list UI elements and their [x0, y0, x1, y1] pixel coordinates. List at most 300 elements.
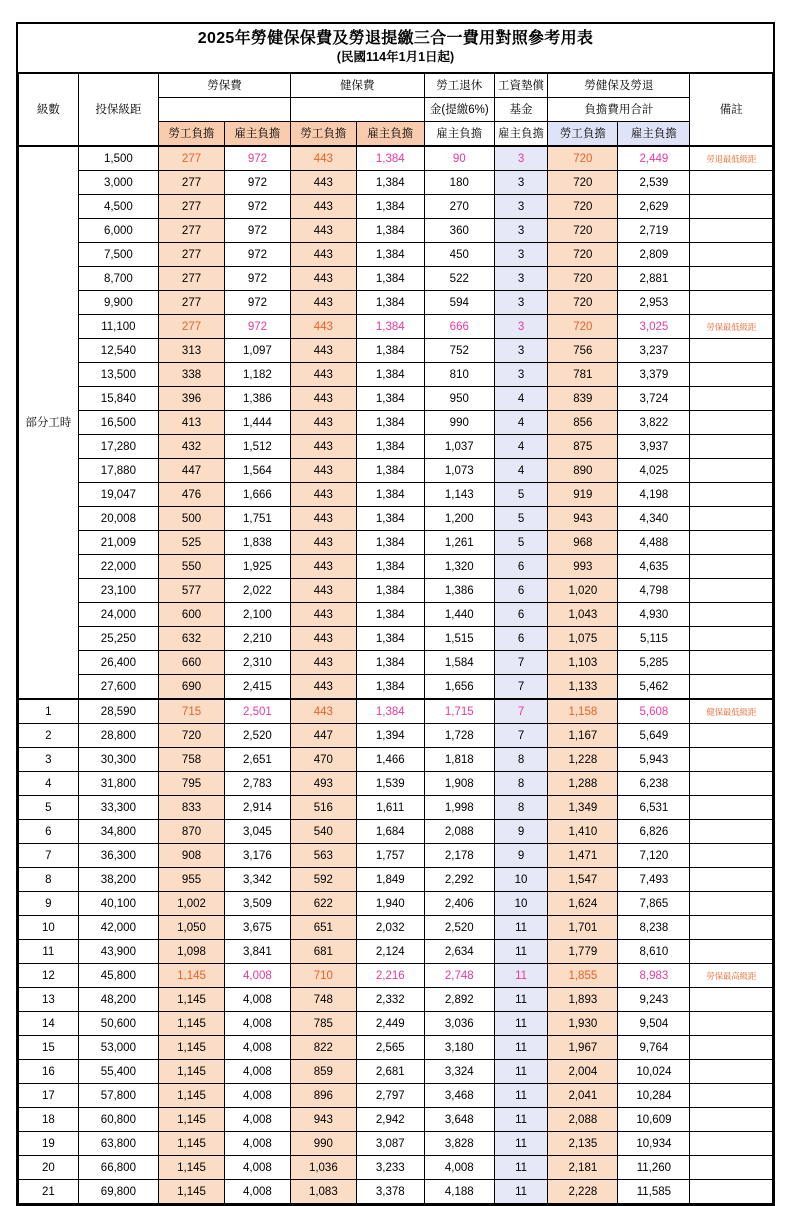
table-row [19, 1084, 773, 1108]
cell-total-employee: 875 [548, 435, 618, 459]
header-labor-pension: 勞工退休 [424, 73, 494, 98]
cell-total-employer: 5,608 [618, 699, 690, 724]
cell-health-insurance-employee: 493 [290, 772, 356, 796]
cell-bracket: 36,300 [78, 844, 158, 868]
cell-total-employee: 2,228 [548, 1180, 618, 1204]
cell-health-insurance-employee: 748 [290, 988, 356, 1012]
cell-health-insurance-employee: 443 [290, 555, 356, 579]
table-row [19, 1012, 773, 1036]
cell-health-insurance-employer: 2,032 [356, 916, 424, 940]
cell-health-insurance-employer: 2,565 [356, 1036, 424, 1060]
cell-labor-insurance-employee: 277 [159, 291, 225, 315]
cell-total-employee: 720 [548, 146, 618, 171]
cell-health-insurance-employee: 443 [290, 531, 356, 555]
table-row [19, 772, 773, 796]
cell-labor-pension-employer: 3,324 [424, 1060, 494, 1084]
header-health-insurance: 健保費 [290, 73, 424, 98]
cell-bracket: 16,500 [78, 411, 158, 435]
cell-total-employee: 1,855 [548, 964, 618, 988]
cell-bracket: 6,000 [78, 219, 158, 243]
cell-total-employer: 8,610 [618, 940, 690, 964]
cell-health-insurance-employer: 1,384 [356, 651, 424, 675]
cell-wage-arrears-employer: 11 [494, 916, 548, 940]
table-row [19, 459, 773, 483]
cell-labor-pension-employer: 990 [424, 411, 494, 435]
cell-labor-insurance-employee: 908 [159, 844, 225, 868]
cell-total-employer: 3,379 [618, 363, 690, 387]
cell-labor-insurance-employer: 1,097 [224, 339, 290, 363]
cell-labor-insurance-employee: 396 [159, 387, 225, 411]
table-row [19, 507, 773, 531]
cell-total-employer: 10,609 [618, 1108, 690, 1132]
cell-wage-arrears-employer: 11 [494, 1132, 548, 1156]
cell-total-employer: 8,238 [618, 916, 690, 940]
cell-grade: 2 [19, 724, 79, 748]
cell-labor-insurance-employer: 2,520 [224, 724, 290, 748]
table-row [19, 1060, 773, 1084]
cell-health-insurance-employee: 822 [290, 1036, 356, 1060]
cell-bracket: 42,000 [78, 916, 158, 940]
cell-total-employee: 1,020 [548, 579, 618, 603]
cell-total-employee: 1,410 [548, 820, 618, 844]
cell-labor-insurance-employee: 1,145 [159, 1012, 225, 1036]
cell-remark [690, 171, 773, 195]
cell-labor-insurance-employee: 660 [159, 651, 225, 675]
cell-health-insurance-employer: 1,384 [356, 243, 424, 267]
cell-labor-insurance-employee: 1,145 [159, 988, 225, 1012]
cell-labor-insurance-employer: 2,310 [224, 651, 290, 675]
cell-labor-insurance-employer: 972 [224, 219, 290, 243]
cell-total-employer: 5,649 [618, 724, 690, 748]
cell-bracket: 4,500 [78, 195, 158, 219]
cell-total-employer: 8,983 [618, 964, 690, 988]
table-row [19, 146, 773, 171]
cell-remark [690, 892, 773, 916]
cell-wage-arrears-employer: 3 [494, 267, 548, 291]
cell-wage-arrears-employer: 10 [494, 892, 548, 916]
cell-total-employee: 756 [548, 339, 618, 363]
cell-remark [690, 724, 773, 748]
cell-labor-insurance-employee: 1,145 [159, 1132, 225, 1156]
cell-labor-pension-employer: 270 [424, 195, 494, 219]
cell-health-insurance-employee: 443 [290, 243, 356, 267]
cell-remark [690, 1012, 773, 1036]
cell-health-insurance-employer: 1,384 [356, 627, 424, 651]
cell-grade: 20 [19, 1156, 79, 1180]
cell-bracket: 55,400 [78, 1060, 158, 1084]
header-combined: 勞健保及勞退 [548, 73, 690, 98]
cell-health-insurance-employee: 443 [290, 387, 356, 411]
cell-wage-arrears-employer: 8 [494, 796, 548, 820]
cell-bracket: 43,900 [78, 940, 158, 964]
cell-wage-arrears-employer: 7 [494, 699, 548, 724]
cell-health-insurance-employer: 1,757 [356, 844, 424, 868]
cell-total-employer: 4,488 [618, 531, 690, 555]
cell-health-insurance-employer: 1,384 [356, 171, 424, 195]
cell-wage-arrears-employer: 9 [494, 820, 548, 844]
cell-grade: 8 [19, 868, 79, 892]
cell-total-employer: 3,822 [618, 411, 690, 435]
cell-bracket: 60,800 [78, 1108, 158, 1132]
cell-wage-arrears-employer: 4 [494, 435, 548, 459]
cell-labor-insurance-employee: 277 [159, 315, 225, 339]
cell-labor-insurance-employee: 277 [159, 267, 225, 291]
cell-health-insurance-employee: 443 [290, 171, 356, 195]
table-row [19, 171, 773, 195]
cell-bracket: 27,600 [78, 675, 158, 700]
cell-remark [690, 1060, 773, 1084]
header-bracket: 投保級距 [78, 73, 158, 146]
cell-remark [690, 146, 773, 171]
cell-health-insurance-employer: 1,849 [356, 868, 424, 892]
cell-labor-insurance-employer: 2,022 [224, 579, 290, 603]
cell-labor-pension-employer: 4,008 [424, 1156, 494, 1180]
cell-labor-pension-employer: 2,406 [424, 892, 494, 916]
cell-bracket: 57,800 [78, 1084, 158, 1108]
cell-labor-insurance-employer: 1,564 [224, 459, 290, 483]
cell-labor-pension-employer: 950 [424, 387, 494, 411]
cell-grade: 14 [19, 1012, 79, 1036]
cell-labor-insurance-employee: 1,145 [159, 1108, 225, 1132]
cell-wage-arrears-employer: 4 [494, 411, 548, 435]
cell-health-insurance-employer: 1,384 [356, 603, 424, 627]
cell-total-employee: 856 [548, 411, 618, 435]
cell-total-employer: 4,635 [618, 555, 690, 579]
cell-remark [690, 627, 773, 651]
cell-wage-arrears-employer: 4 [494, 387, 548, 411]
cell-bracket: 48,200 [78, 988, 158, 1012]
cell-labor-insurance-employee: 1,145 [159, 1060, 225, 1084]
cell-health-insurance-employee: 563 [290, 844, 356, 868]
cell-bracket: 63,800 [78, 1132, 158, 1156]
cell-health-insurance-employer: 2,332 [356, 988, 424, 1012]
cell-wage-arrears-employer: 6 [494, 579, 548, 603]
cell-health-insurance-employer: 1,539 [356, 772, 424, 796]
cell-labor-pension-employer: 666 [424, 315, 494, 339]
cell-total-employee: 1,075 [548, 627, 618, 651]
cell-bracket: 53,000 [78, 1036, 158, 1060]
cell-total-employee: 720 [548, 315, 618, 339]
cell-grade: 4 [19, 772, 79, 796]
cell-labor-insurance-employee: 795 [159, 772, 225, 796]
cell-grade: 10 [19, 916, 79, 940]
cell-labor-insurance-employer: 1,666 [224, 483, 290, 507]
cell-total-employee: 1,893 [548, 988, 618, 1012]
cell-health-insurance-employee: 443 [290, 195, 356, 219]
cell-labor-insurance-employer: 4,008 [224, 1156, 290, 1180]
table-row [19, 243, 773, 267]
table-row [19, 1132, 773, 1156]
cell-health-insurance-employee: 1,036 [290, 1156, 356, 1180]
cell-total-employer: 4,025 [618, 459, 690, 483]
cell-wage-arrears-employer: 11 [494, 988, 548, 1012]
cell-bracket: 20,008 [78, 507, 158, 531]
header-total-employee: 勞工負擔 [548, 122, 618, 147]
title-cell [19, 24, 773, 73]
cell-total-employee: 943 [548, 507, 618, 531]
cell-remark [690, 507, 773, 531]
cell-bracket: 3,000 [78, 171, 158, 195]
cell-health-insurance-employer: 1,611 [356, 796, 424, 820]
cell-wage-arrears-employer: 3 [494, 146, 548, 171]
cell-remark [690, 483, 773, 507]
table-row [19, 483, 773, 507]
cell-remark [690, 555, 773, 579]
cell-remark [690, 1036, 773, 1060]
table-row [19, 531, 773, 555]
cell-health-insurance-employee: 443 [290, 435, 356, 459]
cell-total-employer: 4,798 [618, 579, 690, 603]
cell-bracket: 7,500 [78, 243, 158, 267]
cell-total-employee: 993 [548, 555, 618, 579]
cell-total-employer: 4,340 [618, 507, 690, 531]
cell-total-employer: 2,881 [618, 267, 690, 291]
cell-health-insurance-employer: 1,466 [356, 748, 424, 772]
cell-labor-insurance-employer: 3,841 [224, 940, 290, 964]
cell-health-insurance-employer: 2,681 [356, 1060, 424, 1084]
cell-labor-insurance-employee: 525 [159, 531, 225, 555]
cell-labor-pension-employer: 1,143 [424, 483, 494, 507]
cell-remark [690, 964, 773, 988]
cell-labor-pension-employer: 1,728 [424, 724, 494, 748]
cell-total-employer: 5,462 [618, 675, 690, 700]
cell-health-insurance-employee: 443 [290, 579, 356, 603]
cell-total-employer: 7,120 [618, 844, 690, 868]
cell-total-employer: 2,953 [618, 291, 690, 315]
cell-bracket: 17,880 [78, 459, 158, 483]
table-row [19, 627, 773, 651]
cell-labor-insurance-employer: 1,512 [224, 435, 290, 459]
cell-labor-insurance-employer: 972 [224, 315, 290, 339]
cell-labor-pension-employer: 1,584 [424, 651, 494, 675]
cell-remark [690, 675, 773, 700]
cell-remark [690, 243, 773, 267]
cell-total-employee: 2,181 [548, 1156, 618, 1180]
cell-grade: 16 [19, 1060, 79, 1084]
cell-labor-insurance-employer: 2,501 [224, 699, 290, 724]
cell-labor-pension-employer: 360 [424, 219, 494, 243]
cell-total-employer: 6,531 [618, 796, 690, 820]
cell-labor-insurance-employer: 1,182 [224, 363, 290, 387]
cell-remark [690, 1132, 773, 1156]
table-row [19, 916, 773, 940]
cell-labor-pension-employer: 810 [424, 363, 494, 387]
cell-wage-arrears-employer: 9 [494, 844, 548, 868]
cell-total-employee: 781 [548, 363, 618, 387]
cell-labor-pension-employer: 2,292 [424, 868, 494, 892]
cell-total-employer: 3,724 [618, 387, 690, 411]
cell-wage-arrears-employer: 5 [494, 507, 548, 531]
cell-labor-pension-employer: 3,036 [424, 1012, 494, 1036]
cell-bracket: 22,000 [78, 555, 158, 579]
cell-grade: 1 [19, 699, 79, 724]
cell-labor-insurance-employer: 2,100 [224, 603, 290, 627]
cell-labor-pension-employer: 2,892 [424, 988, 494, 1012]
cell-labor-insurance-employee: 715 [159, 699, 225, 724]
cell-grade: 15 [19, 1036, 79, 1060]
cell-remark [690, 459, 773, 483]
cell-health-insurance-employee: 943 [290, 1108, 356, 1132]
cell-wage-arrears-employer: 11 [494, 964, 548, 988]
table-row [19, 555, 773, 579]
cell-remark [690, 988, 773, 1012]
cell-labor-insurance-employee: 1,002 [159, 892, 225, 916]
cell-grade: 13 [19, 988, 79, 1012]
cell-grade: 21 [19, 1180, 79, 1204]
cell-health-insurance-employee: 443 [290, 267, 356, 291]
cell-labor-insurance-employee: 600 [159, 603, 225, 627]
remark-note: 健保最低級距 [706, 706, 757, 717]
cell-total-employee: 2,135 [548, 1132, 618, 1156]
cell-health-insurance-employer: 1,384 [356, 339, 424, 363]
table-row [19, 1036, 773, 1060]
cell-labor-insurance-employee: 550 [159, 555, 225, 579]
cell-labor-pension-employer: 3,468 [424, 1084, 494, 1108]
cell-total-employer: 5,285 [618, 651, 690, 675]
cell-labor-insurance-employee: 1,145 [159, 1036, 225, 1060]
header-li-employer: 雇主負擔 [224, 122, 290, 147]
cell-total-employee: 1,547 [548, 868, 618, 892]
cell-health-insurance-employer: 1,384 [356, 411, 424, 435]
table-row [19, 219, 773, 243]
cell-total-employer: 6,826 [618, 820, 690, 844]
cell-total-employee: 2,041 [548, 1084, 618, 1108]
table-row [19, 603, 773, 627]
cell-health-insurance-employee: 443 [290, 651, 356, 675]
cell-total-employee: 1,471 [548, 844, 618, 868]
cell-total-employer: 11,260 [618, 1156, 690, 1180]
cell-health-insurance-employer: 1,384 [356, 146, 424, 171]
cell-labor-pension-employer: 1,715 [424, 699, 494, 724]
cell-labor-insurance-employee: 1,098 [159, 940, 225, 964]
cell-wage-arrears-employer: 3 [494, 171, 548, 195]
table-row [19, 988, 773, 1012]
cell-wage-arrears-employer: 11 [494, 1180, 548, 1204]
cell-labor-insurance-employer: 3,342 [224, 868, 290, 892]
cell-total-employer: 2,809 [618, 243, 690, 267]
cell-health-insurance-employee: 443 [290, 315, 356, 339]
cell-total-employer: 9,504 [618, 1012, 690, 1036]
cell-bracket: 24,000 [78, 603, 158, 627]
cell-labor-pension-employer: 1,200 [424, 507, 494, 531]
cell-bracket: 40,100 [78, 892, 158, 916]
cell-total-employee: 1,133 [548, 675, 618, 700]
cell-remark [690, 748, 773, 772]
header-wage-employer: 雇主負擔 [494, 122, 548, 147]
cell-total-employee: 720 [548, 267, 618, 291]
cell-health-insurance-employee: 443 [290, 291, 356, 315]
cell-labor-pension-employer: 3,180 [424, 1036, 494, 1060]
cell-labor-insurance-employee: 277 [159, 146, 225, 171]
cell-remark [690, 267, 773, 291]
cell-grade: 5 [19, 796, 79, 820]
cell-health-insurance-employee: 592 [290, 868, 356, 892]
header-total-employer: 雇主負擔 [618, 122, 690, 147]
cell-grade: 3 [19, 748, 79, 772]
cell-labor-pension-employer: 1,320 [424, 555, 494, 579]
cell-total-employer: 3,237 [618, 339, 690, 363]
cell-grade: 17 [19, 1084, 79, 1108]
header-remark: 備註 [690, 73, 773, 146]
header-combined-2: 負擔費用合計 [548, 98, 690, 122]
cell-health-insurance-employer: 1,384 [356, 219, 424, 243]
cell-total-employee: 1,624 [548, 892, 618, 916]
cell-bracket: 11,100 [78, 315, 158, 339]
table-sheet [16, 22, 775, 1206]
cell-labor-insurance-employer: 972 [224, 171, 290, 195]
cell-total-employee: 919 [548, 483, 618, 507]
cell-labor-insurance-employee: 1,050 [159, 916, 225, 940]
cell-remark [690, 796, 773, 820]
cell-health-insurance-employer: 1,384 [356, 483, 424, 507]
cell-labor-insurance-employee: 413 [159, 411, 225, 435]
table-row [19, 940, 773, 964]
cell-total-employer: 3,025 [618, 315, 690, 339]
cell-labor-insurance-employee: 476 [159, 483, 225, 507]
cell-bracket: 69,800 [78, 1180, 158, 1204]
cell-wage-arrears-employer: 3 [494, 243, 548, 267]
cell-total-employee: 2,088 [548, 1108, 618, 1132]
cell-total-employer: 10,024 [618, 1060, 690, 1084]
cell-health-insurance-employer: 1,384 [356, 579, 424, 603]
cell-remark [690, 435, 773, 459]
cell-grade: 11 [19, 940, 79, 964]
cell-total-employer: 4,198 [618, 483, 690, 507]
cell-total-employee: 890 [548, 459, 618, 483]
table-row [19, 699, 773, 724]
cell-labor-insurance-employee: 338 [159, 363, 225, 387]
cell-total-employee: 720 [548, 243, 618, 267]
cell-labor-insurance-employer: 972 [224, 146, 290, 171]
cell-labor-pension-employer: 1,998 [424, 796, 494, 820]
cell-labor-pension-employer: 1,037 [424, 435, 494, 459]
cell-health-insurance-employee: 443 [290, 339, 356, 363]
cell-labor-pension-employer: 594 [424, 291, 494, 315]
header-labor-pension-2: 金(提繳6%) [424, 98, 494, 122]
header-wage-arrears-2: 基金 [494, 98, 548, 122]
cell-labor-pension-employer: 2,748 [424, 964, 494, 988]
cell-labor-pension-employer: 90 [424, 146, 494, 171]
cell-labor-pension-employer: 1,515 [424, 627, 494, 651]
cell-labor-insurance-employer: 3,176 [224, 844, 290, 868]
cell-remark [690, 651, 773, 675]
cell-labor-insurance-employee: 955 [159, 868, 225, 892]
cell-health-insurance-employee: 785 [290, 1012, 356, 1036]
cell-labor-insurance-employee: 500 [159, 507, 225, 531]
cell-health-insurance-employee: 443 [290, 675, 356, 700]
cell-health-insurance-employer: 1,940 [356, 892, 424, 916]
table-row [19, 796, 773, 820]
cell-wage-arrears-employer: 11 [494, 1012, 548, 1036]
table-row [19, 387, 773, 411]
cell-total-employer: 2,449 [618, 146, 690, 171]
cell-bracket: 28,800 [78, 724, 158, 748]
cell-total-employer: 9,243 [618, 988, 690, 1012]
cell-wage-arrears-employer: 8 [494, 772, 548, 796]
cell-bracket: 1,500 [78, 146, 158, 171]
cell-remark [690, 291, 773, 315]
cell-total-employer: 2,719 [618, 219, 690, 243]
cell-health-insurance-employee: 681 [290, 940, 356, 964]
cell-labor-insurance-employee: 277 [159, 171, 225, 195]
cell-bracket: 19,047 [78, 483, 158, 507]
cell-labor-insurance-employer: 4,008 [224, 1084, 290, 1108]
cell-wage-arrears-employer: 8 [494, 748, 548, 772]
cell-labor-pension-employer: 522 [424, 267, 494, 291]
page-title: 2025年勞健保保費及勞退提繳三合一費用對照參考用表 [197, 30, 594, 47]
cell-health-insurance-employer: 2,797 [356, 1084, 424, 1108]
cell-remark [690, 1156, 773, 1180]
